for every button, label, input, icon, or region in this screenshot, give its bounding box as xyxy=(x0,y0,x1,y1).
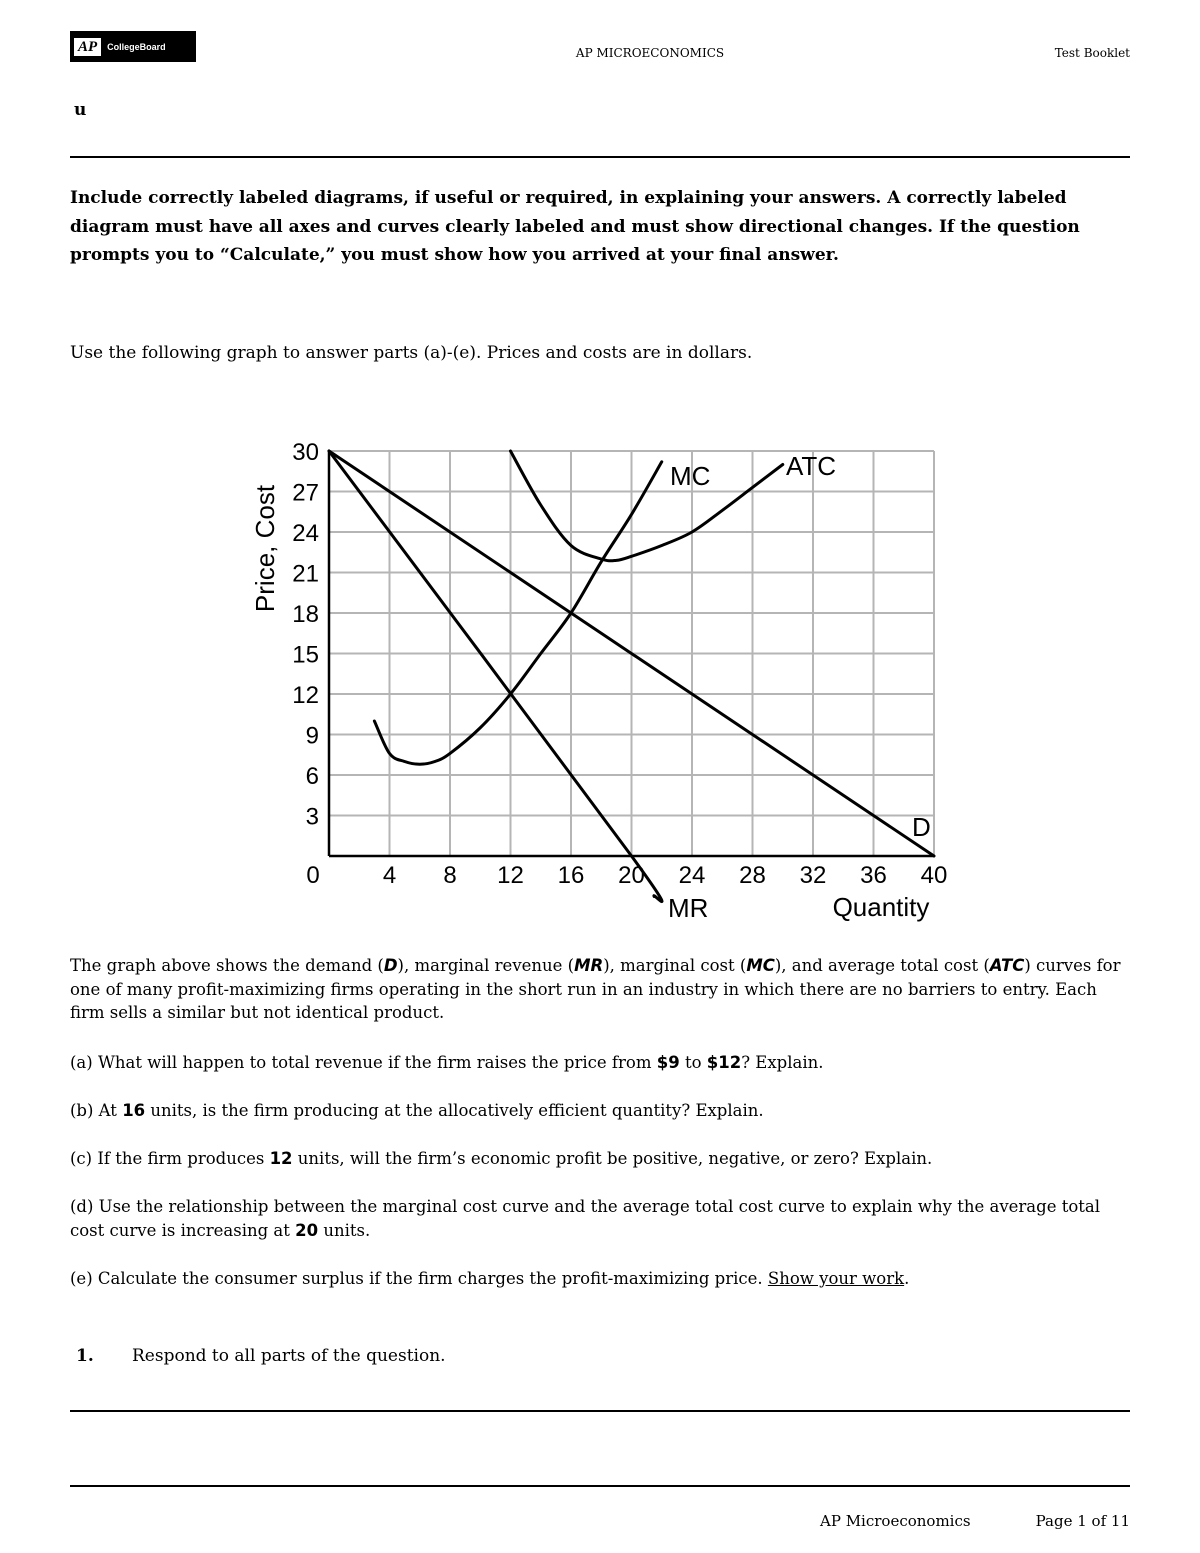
mr-curve xyxy=(329,451,662,902)
divider-answer-top xyxy=(70,1410,1130,1412)
question-d-text: (d) Use the relationship between the marginal cost curve and the average total cost curve to explain why the average total cost curve is increasing at xyxy=(70,1197,1101,1240)
desc-mc-label: MC xyxy=(746,956,775,975)
question-d-number: 20 xyxy=(295,1220,319,1240)
y-tick-label: 21 xyxy=(292,560,319,588)
question-a-text-3: ? Explain. xyxy=(741,1053,824,1072)
ap-collegeboard-logo xyxy=(70,31,196,62)
x-axis-label: Quantity xyxy=(832,892,930,922)
question-a-price-1: $9 xyxy=(656,1053,680,1072)
desc-text-5: ) curves for one of many profit-maximizing firms operating in the short run in an industry in which there are no barriers to entry. Each firm sells a similar but not identical product. xyxy=(70,956,1121,1022)
atc-curve-label: ATC xyxy=(786,451,837,481)
desc-mr-label: MR xyxy=(574,956,604,975)
x-tick-label: 8 xyxy=(443,862,457,889)
desc-text-1: The graph above shows the demand ( xyxy=(70,956,384,975)
logo-collegeboard-text: CollegeBoard xyxy=(107,41,166,52)
question-a-price-2: $12 xyxy=(706,1053,742,1072)
instructions: Include correctly labeled diagrams, if useful or required, in explaining your answers. A correctly labeled diagram must have all axes and curves clearly labeled and must show directional changes. If the question prompts you to “Calculate,” you must show how you arrived at your final answer. xyxy=(70,188,1080,265)
atc-curve xyxy=(511,451,783,561)
item-number: 1. xyxy=(76,1346,94,1366)
mc-curve-label: MC xyxy=(670,461,711,491)
x-tick-label: 0 xyxy=(306,862,320,889)
question-a-text: (a) What will happen to total revenue if the firm raises the price from xyxy=(70,1053,657,1072)
question-d xyxy=(70,1195,1132,1242)
intro-text: Use the following graph to answer parts (a)-(e). Prices and costs are in dollars. xyxy=(70,343,753,363)
question-letter: u xyxy=(74,100,87,120)
y-tick-label: 24 xyxy=(292,520,319,547)
question-b-text: (b) At xyxy=(70,1101,123,1120)
question-b-text-2: units, is the firm producing at the allocatively efficient quantity? Explain. xyxy=(145,1101,764,1120)
item-prompt: Respond to all parts of the question. xyxy=(132,1346,446,1366)
y-tick-label: 9 xyxy=(305,722,319,750)
x-tick-label: 32 xyxy=(799,862,827,889)
desc-d-label: D xyxy=(383,956,398,975)
y-tick-label: 3 xyxy=(305,803,319,831)
divider-footer xyxy=(70,1485,1130,1487)
show-your-work-text: Show your work xyxy=(767,1269,905,1288)
question-a-text-2: to xyxy=(679,1053,707,1072)
divider-top xyxy=(70,156,1130,158)
header-booklet-label: Test Booklet xyxy=(1054,46,1130,60)
question-e xyxy=(70,1267,1132,1291)
footer-page-number: Page 1 of 11 xyxy=(1035,1512,1130,1530)
logo-ap-mark: AP xyxy=(74,38,101,56)
question-c-text: (c) If the firm produces xyxy=(70,1149,270,1168)
y-tick-label: 15 xyxy=(292,641,319,669)
x-tick-label: 12 xyxy=(497,862,524,889)
question-b-number: 16 xyxy=(122,1101,146,1120)
mr-curve-label: MR xyxy=(668,893,709,923)
x-tick-label: 24 xyxy=(678,862,706,889)
desc-text-3: ), marginal cost ( xyxy=(603,956,747,975)
y-tick-label: 18 xyxy=(292,601,319,628)
graph-description xyxy=(70,954,1132,1025)
x-tick-label: 28 xyxy=(739,862,766,889)
d-curve-label: D xyxy=(912,812,931,842)
y-axis-label: Price, Cost xyxy=(250,484,280,613)
cost-revenue-chart xyxy=(240,430,960,930)
y-tick-label: 12 xyxy=(292,682,319,709)
question-b xyxy=(70,1099,1132,1123)
question-c xyxy=(70,1147,1132,1171)
question-e-text: (e) Calculate the consumer surplus if the firm charges the profit-maximizing price. xyxy=(70,1269,768,1288)
header-title: AP MICROECONOMICS xyxy=(575,46,725,60)
x-tick-label: 4 xyxy=(382,862,397,889)
y-tick-label: 30 xyxy=(292,439,319,466)
x-tick-label: 40 xyxy=(920,862,948,889)
question-c-text-2: units, will the firm’s economic profit be positive, negative, or zero? Explain. xyxy=(292,1149,933,1168)
question-c-number: 12 xyxy=(269,1149,293,1168)
question-a xyxy=(70,1051,1132,1075)
question-d-text-2: units. xyxy=(318,1220,371,1240)
footer-subject: AP Microeconomics xyxy=(820,1512,971,1530)
desc-text-2: ), marginal revenue ( xyxy=(397,956,575,975)
question-e-text-2: . xyxy=(904,1269,910,1288)
x-tick-label: 36 xyxy=(860,862,887,889)
x-tick-label: 16 xyxy=(557,862,585,889)
y-tick-label: 27 xyxy=(292,479,319,507)
x-tick-label: 20 xyxy=(618,862,645,889)
desc-text-4: ), and average total cost ( xyxy=(774,956,990,975)
y-tick-label: 6 xyxy=(305,763,319,790)
desc-atc-label: ATC xyxy=(989,956,1025,975)
